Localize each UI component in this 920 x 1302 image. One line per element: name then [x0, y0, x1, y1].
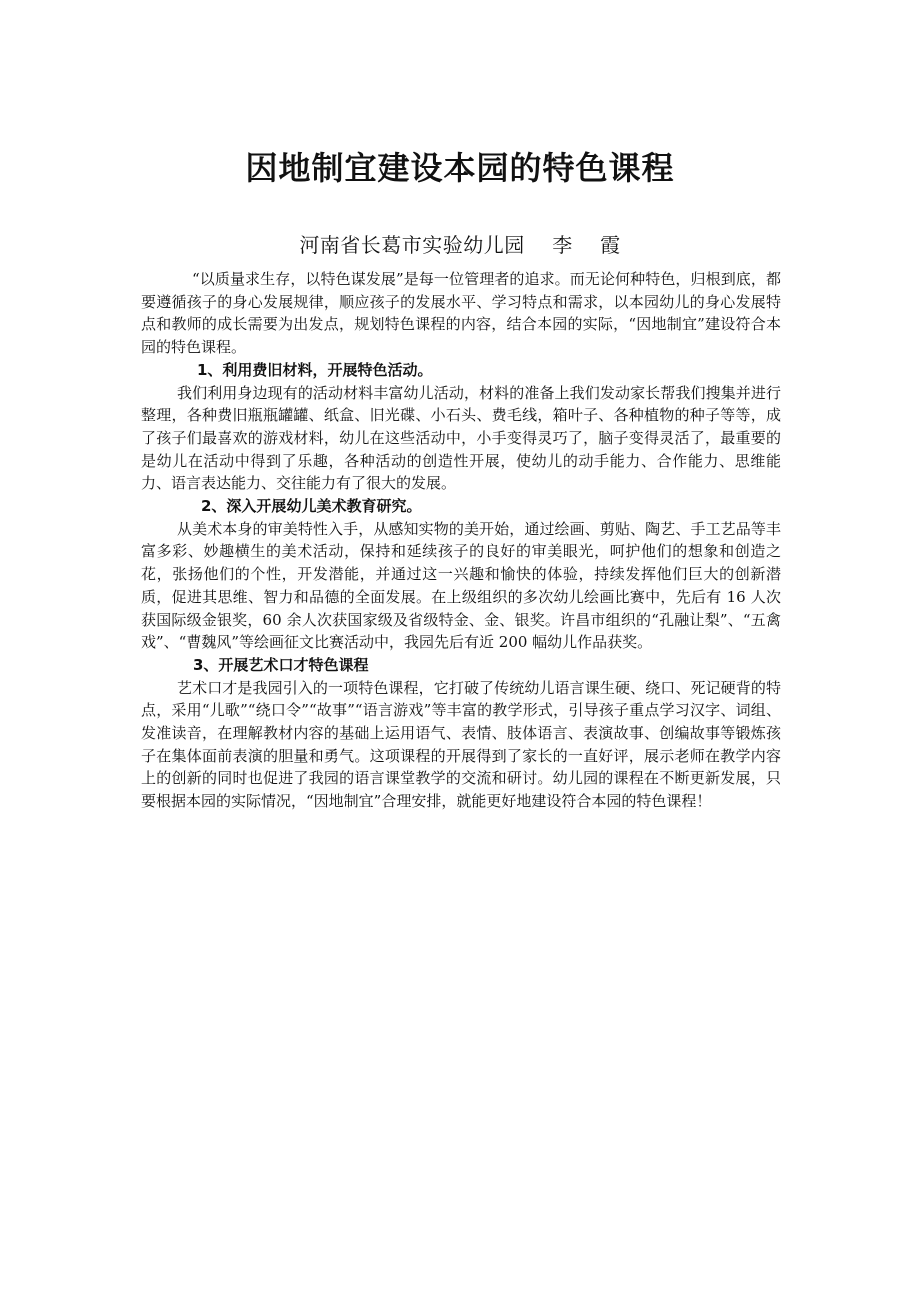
document-title: 因地制宜建设本园的特色课程: [245, 149, 675, 187]
section-heading-3: 3、开展艺术口才特色课程: [193, 655, 369, 674]
section-heading-2: 2、深入开展幼儿美术教育研究。: [201, 497, 422, 516]
section-paragraph-3: 艺术口才是我园引入的一项特色课程，它打破了传统幼儿语言课生硬、绕口、死记硬背的特点，采用“儿歌”“绕口令”“故事”“语言游戏”等丰富的教学形式，引导孩子重点学习汉字、词组、发准读音，在理解教材内容的基础上运用语气、表情、肢体语言、表演故事、创编故事等锻炼孩子在集体面前表演的胆量和勇气。这项课程的开展得到了家长的一直好评，展示老师在教学内容上的创新的同时也促进了我园的语言课堂教学的交流和研讨。幼儿园的课程在不断更新发展，只要根据本园的实际情况，“因地制宜”合理安排，就能更好地建设符合本园的特色课程！: [141, 678, 781, 811]
document-body: [141, 268, 781, 813]
section-paragraph-1: 我们利用身边现有的活动材料丰富幼儿活动，材料的准备上我们发动家长帮我们搜集并进行整理，各种费旧瓶瓶罐罐、纸盒、旧光碟、小石头、费毛线，箱叶子、各种植物的种子等等，成了孩子们最喜欢的游戏材料，幼儿在这些活动中，小手变得灵巧了，脑子变得灵活了，最重要的是幼儿在活动中得到了乐趣，各种活动的创造性开展，使幼儿的动手能力、合作能力、思维能力、语言表达能力、交往能力有了很大的发展。: [141, 383, 781, 493]
section-paragraph-2: 从美术本身的审美特性入手，从感知实物的美开始，通过绘画、剪贴、陶艺、手工艺品等丰富多彩、妙趣横生的美术活动，保持和延续孩子的良好的审美眼光，呵护他们的想象和创造之花，张扬他们的个性，开发潜能，并通过这一兴趣和愉快的体验，持续发挥他们巨大的创新潜质，促进其思维、智力和品德的全面发展。在上级组织的多次幼儿绘画比赛中，先后有 16 人次获国际级金银奖，60 余人次获国家级及省级特金、金、银奖。许昌市组织的“孔融让梨”、“五禽戏”、“曹魏风”等绘画征文比赛活动中，我园先后有近 200 幅幼儿作品获奖。: [141, 519, 781, 652]
intro-paragraph: “以质量求生存，以特色谋发展”是每一位管理者的追求。而无论何种特色，归根到底，都要遵循孩子的身心发展规律，顺应孩子的发展水平、学习特点和需求，以本园幼儿的身心发展特点和教师的成长需要为出发点，规划特色课程的内容，结合本园的实际，“因地制宜”建设符合本园的特色课程。: [141, 270, 781, 357]
section-heading-1: 1、利用费旧材料，开展特色活动。: [197, 360, 433, 379]
author-byline: 河南省长葛市实验幼儿园 李 霞: [299, 233, 621, 257]
